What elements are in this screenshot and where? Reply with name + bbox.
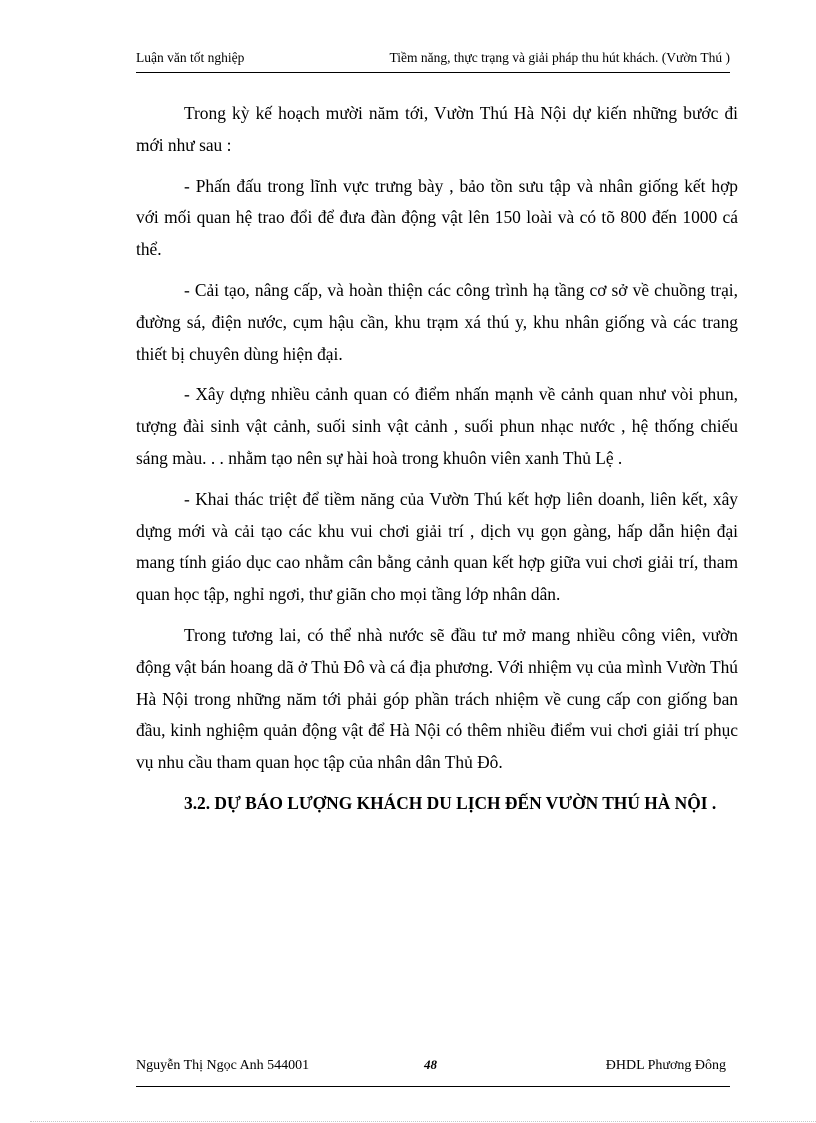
document-body [136, 98, 738, 820]
paragraph: - Phấn đấu trong lĩnh vực trưng bày , bảo tồn sưu tập và nhân giống kết hợp với mối quan hệ trao đổi để đưa đàn động vật lên 150 loài và có tõ 800 đến 1000 cá thể. [136, 175, 738, 260]
paragraph: - Cải tạo, nâng cấp, và hoàn thiện các công trình hạ tầng cơ sở về chuồng trại, đường sá, điện nước, cụm hậu cần, khu trạm xá thú y, khu nhân giống và các trang thiết bị chuyên dùng hiện đại. [136, 279, 738, 364]
paragraph: Trong kỳ kế hoạch mười năm tới, Vườn Thú Hà Nội dự kiến những bước đi mới như sau : [136, 103, 738, 155]
header-right-text: Tiềm năng, thực trạng và giải pháp thu hút khách. (Vườn Thú ) [389, 50, 730, 65]
paragraph: - Khai thác triệt để tiềm năng của Vườn Thú kết hợp liên doanh, liên kết, xây dựng mới và cải tạo các khu vui chơi giải trí , dịch vụ gọn gàng, hấp dẫn hiện đại mang tính giáo dục cao nhằm cân bằng cảnh quan kết hợp giữa vui chơi giải trí, tham quan học tập, nghỉ ngơi, thư giãn cho mọi tầng lớp nhân dân. [136, 488, 738, 605]
page-number: 48 [424, 1057, 437, 1072]
footer-author: Nguyễn Thị Ngọc Anh 544001 [136, 1058, 310, 1073]
paragraph: - Xây dựng nhiều cảnh quan có điểm nhấn mạnh về cảnh quan như vòi phun, tượng đài sinh vật cảnh, suối sinh vật cảnh , suối phun nhạc nước , hệ thống chiếu sáng màu. . . nhằm tạo nên sự hài hoà trong khuôn viên xanh Thủ Lệ . [136, 384, 738, 468]
page-edge-divider [30, 1121, 816, 1122]
footer-institution: ĐHDL Phương Đông [605, 1058, 726, 1073]
page-footer [136, 1058, 730, 1087]
paragraph: Trong tương lai, có thể nhà nước sẽ đầu tư mở mang nhiều công viên, vườn động vật bán hoang dã ở Thủ Đô và cá địa phương. Với nhiệm vụ của mình Vườn Thú Hà Nội trong những năm tới phải góp phần trách nhiệm về cung cấp con giống ban đầu, kinh nghiệm quản động vật để Hà Nội có thêm nhiều điểm vui chơi giải trí phục vụ nhu cầu tham quan học tập của nhân dân Thủ Đô. [136, 624, 738, 773]
page-header [136, 50, 730, 73]
section-heading: 3.2. DỰ BÁO LƯỢNG KHÁCH DU LỊCH ĐẾN VƯỜN THÚ HÀ NỘI . [184, 792, 717, 813]
header-left-text: Luận văn tốt nghiệp [136, 50, 245, 65]
